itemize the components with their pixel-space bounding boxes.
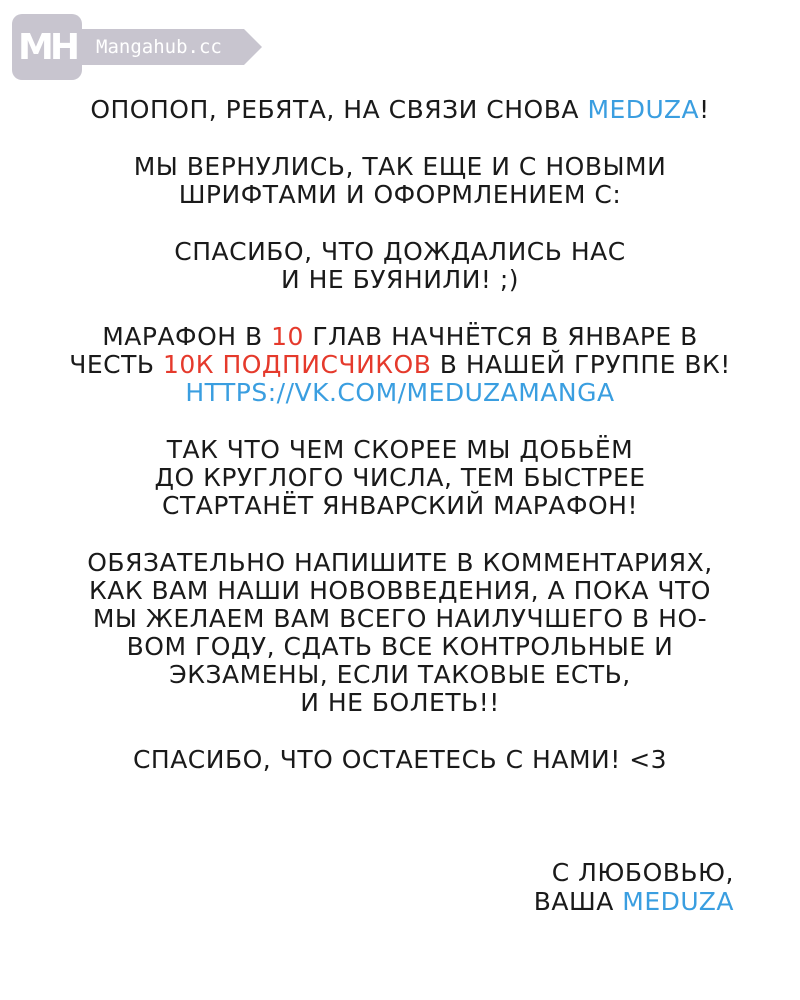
- return-line-1: МЫ ВЕРНУЛИСЬ, ТАК ЕЩЕ И С НОВЫМИ: [133, 152, 667, 181]
- site-name: Mangahub.cc: [96, 36, 222, 58]
- thanks-wait-line-2: И НЕ БУЯНИЛИ! ;): [280, 265, 520, 294]
- paragraph-sooner: [20, 436, 780, 520]
- announcement-text: [20, 96, 780, 803]
- comments-line-2: КАК ВАМ НАШИ НОВОВВЕДЕНИЯ, А ПОКА ЧТО: [88, 576, 711, 605]
- paragraph-thanks-wait: [20, 238, 780, 294]
- comments-line-5: ЭКЗАМЕНЫ, ЕСЛИ ТАКОВЫЕ ЕСТЬ,: [169, 660, 631, 689]
- site-name-tag: [76, 29, 244, 65]
- team-name: MEDUZA: [587, 95, 700, 124]
- marathon-l1-after: ГЛАВ НАЧНЁТСЯ В ЯНВАРЕ В: [303, 322, 698, 351]
- subscribers-highlight: 10К ПОДПИСЧИКОВ: [162, 350, 432, 379]
- mangahub-logo-icon: [12, 14, 82, 80]
- comments-line-6: И НЕ БОЛЕТЬ!!: [300, 688, 500, 717]
- sooner-line-1: ТАК ЧТО ЧЕМ СКОРЕЕ МЫ ДОБЬЁМ: [166, 435, 634, 464]
- marathon-l2-after: В НАШЕЙ ГРУППЕ ВК!: [431, 350, 731, 379]
- intro-before: ОПОПОП, РЕБЯТА, НА СВЯЗИ СНОВА: [90, 95, 588, 124]
- signature: [534, 858, 734, 916]
- vk-group-link[interactable]: HTTPS://VK.COM/MEDUZAMANGA: [185, 378, 615, 407]
- marathon-line-1: [20, 323, 780, 351]
- intro-after: !: [699, 95, 710, 124]
- signature-team-name: MEDUZA: [622, 887, 734, 916]
- paragraph-marathon: [20, 323, 780, 407]
- marathon-l1-before: МАРАФОН В: [102, 322, 272, 351]
- sooner-line-2: ДО КРУГЛОГО ЧИСЛА, ТЕМ БЫСТРЕЕ: [154, 463, 646, 492]
- signature-before: ВАША: [533, 887, 623, 916]
- paragraph-comments: [20, 549, 780, 717]
- paragraph-return: [20, 153, 780, 209]
- thanks-wait-line-1: СПАСИБО, ЧТО ДОЖДАЛИСЬ НАС: [174, 237, 626, 266]
- logo-text: MH: [18, 26, 76, 68]
- signature-line-2: [534, 887, 734, 916]
- sooner-line-3: СТАРТАНЁТ ЯНВАРСКИЙ МАРАФОН!: [161, 491, 638, 520]
- marathon-l2-before: ЧЕСТЬ: [69, 350, 163, 379]
- comments-line-4: ВОМ ГОДУ, СДАТЬ ВСЕ КОНТРОЛЬНЫЕ И: [126, 632, 674, 661]
- intro-line: [20, 96, 780, 124]
- return-line-2: ШРИФТАМИ И ОФОРМЛЕНИЕМ С:: [178, 180, 622, 209]
- marathon-line-2: [20, 351, 780, 379]
- chapter-count: 10: [271, 322, 304, 351]
- signature-line-1: С ЛЮБОВЬЮ,: [551, 858, 734, 887]
- comments-line-1: ОБЯЗАТЕЛЬНО НАПИШИТЕ В КОММЕНТАРИЯХ,: [87, 548, 713, 577]
- paragraph-intro: [20, 96, 780, 124]
- watermark-badge: [12, 14, 244, 80]
- comments-line-3: МЫ ЖЕЛАЕМ ВАМ ВСЕГО НАИЛУЧШЕГО В НО-: [92, 604, 708, 633]
- paragraph-thanks-stay: [20, 746, 780, 774]
- thanks-stay-line: СПАСИБО, ЧТО ОСТАЕТЕСЬ С НАМИ! <3: [132, 745, 668, 774]
